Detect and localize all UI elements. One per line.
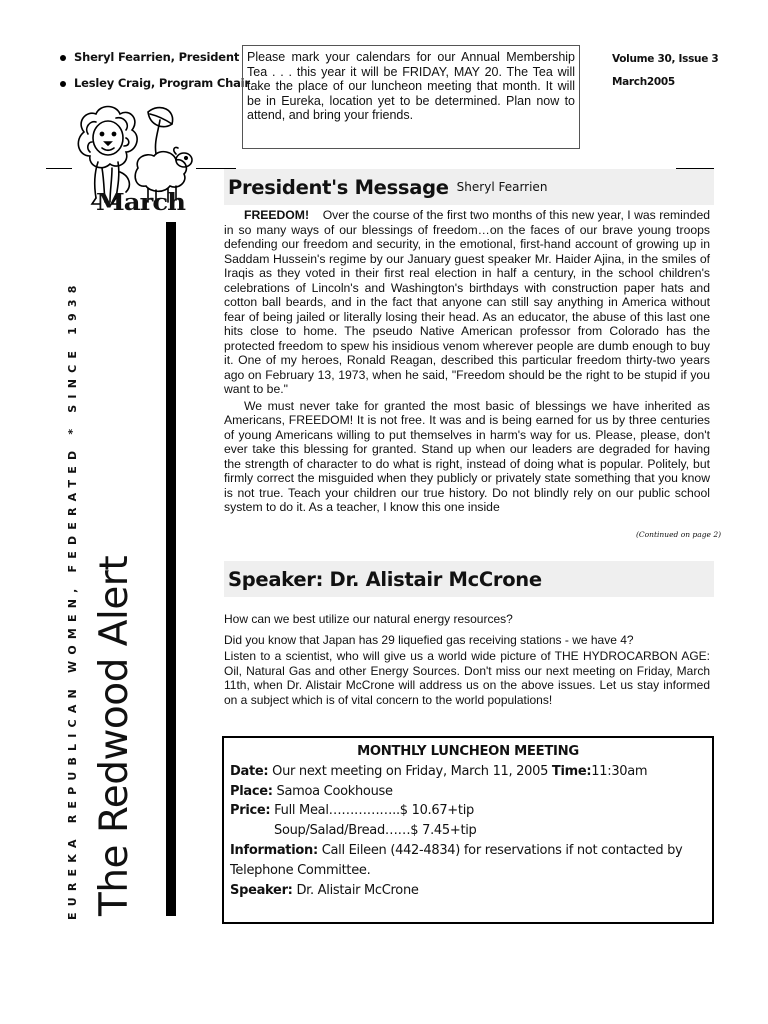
field-value: Full Meal……………..$ 10.67+tip <box>274 803 474 819</box>
bullet-icon <box>60 81 66 87</box>
section-byline: Sheryl Fearrien <box>456 180 548 194</box>
organization-name: EUREKA REPUBLICAN WOMEN, FEDERATED * SINCE 1938 <box>66 279 79 920</box>
field-value: Soup/Salad/Bread……$ 7.45+tip <box>274 823 477 839</box>
field-value: 11:30am <box>591 763 648 779</box>
field-value: Samoa Cookhouse <box>276 783 393 799</box>
paragraph: Did you know that Japan has 29 liquefied gas receiving stations - we have 4? <box>224 632 634 647</box>
field-label: Information: <box>230 842 318 858</box>
newsletter-title: The Redwood Alert <box>92 555 137 916</box>
paragraph: Listen to a scientist, who will give us a world wide picture of THE HYDROCARBON AGE: Oil, Natural Gas and other Energy Sources. Don't miss our next meeting on Friday, March 11th, when Dr. Alistair McCrone will address us on the above issues. Let us stay informed on a subject which is of vital concern to the world populations! <box>224 649 710 707</box>
president-heading-bar <box>224 169 714 205</box>
paragraph: How can we best utilize our natural energy resources? <box>224 612 513 626</box>
officers-list <box>56 50 250 102</box>
officer-item <box>56 76 250 102</box>
announcement-box: Please mark your calendars for our Annual Membership Tea . . . this year it will be FRIDAY, MAY 20. The Tea will take the place of our luncheon meeting that month. It will be in Eureka, location yet to be determined. Plan now to attend, and bring your friends. <box>242 45 580 149</box>
issue-info <box>612 48 718 94</box>
field-label: Time: <box>551 763 592 779</box>
issue-volume: Volume 30, Issue 3 <box>612 53 719 65</box>
field-value: Call Eileen (442-4834) for reservations if not contacted by Telephone Committee. <box>230 842 683 878</box>
issue-date: March2005 <box>612 76 675 88</box>
luncheon-info <box>230 841 706 881</box>
field-label: Place: <box>230 783 273 799</box>
officer-name: Sheryl Fearrien, President <box>74 50 240 64</box>
top-rule <box>46 168 72 169</box>
field-label: Speaker: <box>230 882 293 898</box>
paragraph-text: Over the course of the first two months of this new year, I was reminded in so many ways of our blessings of freedom…on the faces of our brave young troops defending our freedom and security, in the emotional, first-hand account of growing up in Saddam Hussein's regime by our January guest speaker Mr. Haider Ajina, in the smiles of Iraqis as they voted in their first real election in half a century, in the school children's celebrations of Lincoln's and Washington's birthdays with construction paper hats and cotton ball beards, and in the fact that anyone can still say anything in America without fear of being jailed or literally losing their head. As an educator, the abuse of this last one hits close to home. The pseudo Native American professor from Colorado has the protected freedom to spew his insidious venom wherever people are dumb enough to buy it. One of my heroes, Ronald Reagan, described this particular freedom thirty-two years ago on February 13, 1973, when he said, "Freedom should be the right to be stupid if you want to be." <box>224 208 710 396</box>
luncheon-date <box>230 762 706 782</box>
president-message-body <box>224 208 710 517</box>
paragraph: We must never take for granted the most basic of blessings we have inherited as Americans, FREEDOM! It is not free. It was and is being earned for us by three centuries of young Americans willing to put themselves in harm's way for us. Please, please, don't ever take this blessing for granted. Stand up when our leaders are degraded for having the strength of character to do what is right, instead of doing what is popular. Politely, but firmly correct the misguided when they publicly or privately state something that you know is not true. Teach your children our true history. Do not blindly rely on our public school system to do it. As a teacher, I know this one inside <box>224 398 710 514</box>
luncheon-title: MONTHLY LUNCHEON MEETING <box>357 744 579 759</box>
luncheon-price-soup <box>230 821 706 841</box>
section-title: President's Message <box>228 175 449 199</box>
field-value: Dr. Alistair McCrone <box>296 882 419 898</box>
officer-name: Lesley Craig, Program Chair <box>74 76 250 90</box>
officer-item <box>56 50 250 76</box>
luncheon-box <box>222 736 714 924</box>
speaker-heading-bar <box>224 561 714 597</box>
lead-word: FREEDOM! <box>244 208 309 222</box>
field-label: Price: <box>230 803 271 819</box>
speaker-body <box>224 612 710 708</box>
bullet-icon <box>60 55 66 61</box>
field-label: Date: <box>230 763 269 779</box>
logo-month-word: March <box>96 189 186 217</box>
paragraph <box>224 208 710 397</box>
vertical-bar <box>166 222 176 916</box>
luncheon-speaker <box>230 881 706 901</box>
continued-note: (Continued on page 2) <box>636 530 722 539</box>
field-value: Our next meeting on Friday, March 11, 2005 <box>272 763 549 779</box>
luncheon-place <box>230 782 706 802</box>
luncheon-price <box>230 801 706 821</box>
section-title: Speaker: Dr. Alistair McCrone <box>228 567 542 591</box>
